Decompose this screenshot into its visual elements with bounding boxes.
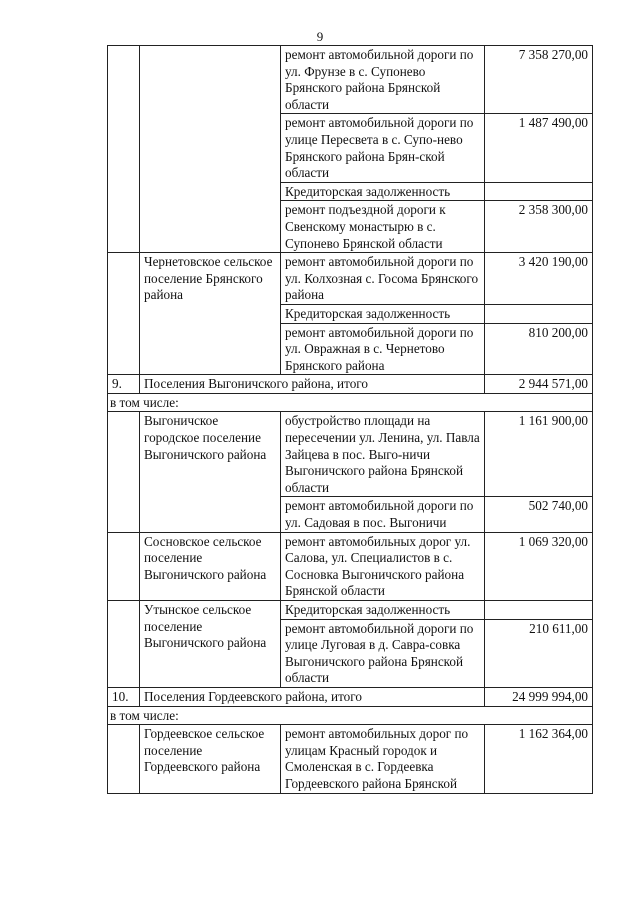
district-total-label: Поселения Гордеевского района, итого <box>140 687 485 706</box>
subheader-row <box>108 706 593 725</box>
district-total-label: Поселения Выгоничского района, итого <box>140 375 485 394</box>
amount-cell: 502 740,00 <box>485 497 593 532</box>
table-row <box>108 46 593 114</box>
entity-cell <box>140 46 281 253</box>
row-number: 9. <box>108 375 140 394</box>
including-label: в том числе: <box>108 706 593 725</box>
table-row <box>108 725 593 793</box>
total-row <box>108 375 593 394</box>
entity-cell: Гордеевское сельское поселение Гордеевского района <box>140 725 281 793</box>
number-cell <box>108 46 140 253</box>
work-cell: ремонт автомобильной дороги по ул. Овражная в с. Чернетово Брянского района <box>281 323 485 375</box>
row-number: 10. <box>108 687 140 706</box>
work-cell: ремонт автомобильных дорог по улицам Красный городок и Смоленская в с. Гордеевка Гордеевского района Брянской <box>281 725 485 793</box>
number-cell <box>108 601 140 688</box>
entity-cell: Чернетовское сельское поселение Брянского района <box>140 253 281 375</box>
amount-cell: 2 358 300,00 <box>485 201 593 253</box>
entity-cell: Утынское сельское поселение Выгоничского района <box>140 601 281 688</box>
entity-cell: Выгоничское городское поселение Выгоничского района <box>140 412 281 532</box>
work-cell: ремонт автомобильной дороги по улице Пересвета в с. Супо-нево Брянского района Брян-ской области <box>281 114 485 182</box>
work-cell: ремонт автомобильных дорог ул. Салова, ул. Специалистов в с. Сосновка Выгоничского района Брянской области <box>281 532 485 600</box>
table-row <box>108 412 593 497</box>
number-cell <box>108 253 140 375</box>
work-cell: Кредиторская задолженность <box>281 304 485 323</box>
entity-cell: Сосновское сельское поселение Выгоничского района <box>140 532 281 600</box>
district-total-amount: 2 944 571,00 <box>485 375 593 394</box>
including-label: в том числе: <box>108 393 593 412</box>
work-cell: ремонт автомобильной дороги по ул. Колхозная с. Госома Брянского района <box>281 253 485 305</box>
number-cell <box>108 725 140 793</box>
amount-cell <box>485 601 593 620</box>
amount-cell: 1 069 320,00 <box>485 532 593 600</box>
total-row <box>108 687 593 706</box>
amount-cell <box>485 182 593 201</box>
funding-table <box>107 45 593 794</box>
work-cell: Кредиторская задолженность <box>281 182 485 201</box>
amount-cell: 1 161 900,00 <box>485 412 593 497</box>
page-number: 9 <box>316 29 324 44</box>
amount-cell <box>485 304 593 323</box>
amount-cell: 3 420 190,00 <box>485 253 593 305</box>
amount-cell: 210 611,00 <box>485 619 593 687</box>
work-cell: ремонт автомобильной дороги по ул. Фрунзе в с. Супонево Брянского района Брянской области <box>281 46 485 114</box>
amount-cell: 7 358 270,00 <box>485 46 593 114</box>
work-cell: ремонт автомобильной дороги по ул. Садовая в пос. Выгоничи <box>281 497 485 532</box>
number-cell <box>108 532 140 600</box>
table-row <box>108 532 593 600</box>
table-row <box>108 253 593 305</box>
district-total-amount: 24 999 994,00 <box>485 687 593 706</box>
work-cell: Кредиторская задолженность <box>281 601 485 620</box>
table-row <box>108 601 593 620</box>
work-cell: ремонт подъездной дороги к Свенскому монастырю в с. Супонево Брянской области <box>281 201 485 253</box>
number-cell <box>108 412 140 532</box>
work-cell: обустройство площади на пересечении ул. Ленина, ул. Павла Зайцева в пос. Выго-ничи Выгоничского района Брянской области <box>281 412 485 497</box>
amount-cell: 810 200,00 <box>485 323 593 375</box>
subheader-row <box>108 393 593 412</box>
amount-cell: 1 487 490,00 <box>485 114 593 182</box>
work-cell: ремонт автомобильной дороги по улице Луговая в д. Савра-совка Выгоничского района Брянской области <box>281 619 485 687</box>
amount-cell: 1 162 364,00 <box>485 725 593 793</box>
